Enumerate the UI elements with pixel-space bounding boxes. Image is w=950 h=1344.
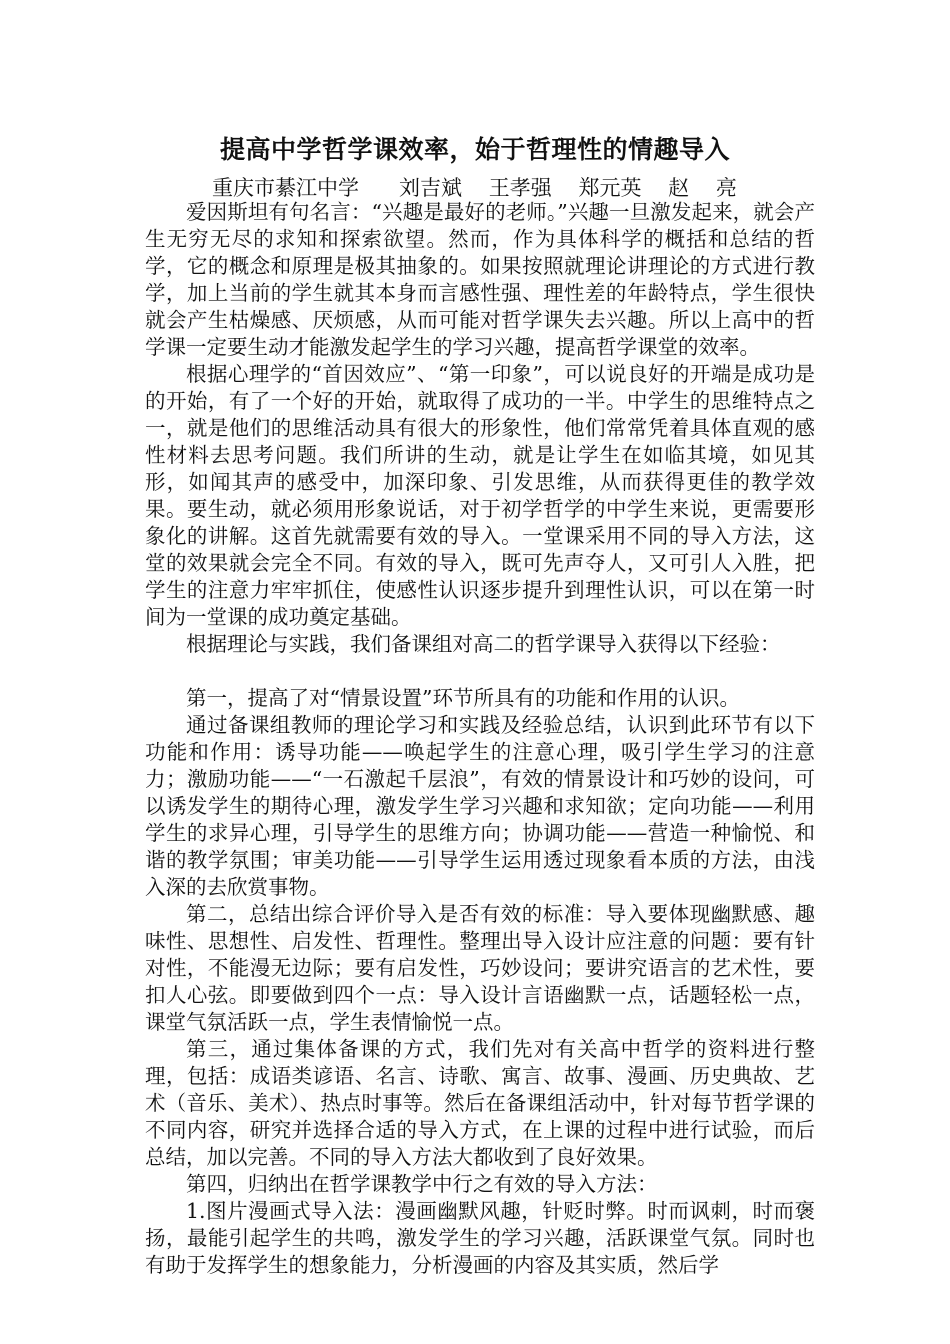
paragraph: 爱因斯坦有句名言：“兴趣是最好的老师。”兴趣一旦激发起来，就会产生无穷无尽的求知和探索欲望。然而，作为具体科学的概括和总结的哲学，它的概念和原理是极其抽象的。如果按照就理论讲理论的方式进行教学，加上当前的学生就其本身而言感性强、理性差的年龄特点，学生很快就会产生枯燥感、厌烦感，从而可能对哲学课失去兴趣。所以上高中的哲学课一定要生动才能激发起学生的学习兴趣，提高哲学课堂的效率。: [145, 200, 815, 359]
paragraph: 第一，提高了对“情景设置”环节所具有的功能和作用的认识。: [186, 686, 740, 710]
paragraph: 根据理论与实践，我们备课组对高二的哲学课导入获得以下经验：: [186, 632, 781, 656]
author-byline: 重庆市綦江中学 刘吉斌 王孝强 郑元英 赵 亮: [212, 176, 737, 200]
paragraph: 第三，通过集体备课的方式，我们先对有关高中哲学的资料进行整理，包括：成语类谚语、名言、诗歌、寓言、故事、漫画、历史典故、艺术（音乐、美术）、热点时事等。然后在备课组活动中，针对每节哲学课的不同内容，研究并选择合适的导入方式，在上课的过程中进行试验，而后总结，加以完善。不同的导入方法大都收到了良好效果。: [145, 1037, 815, 1169]
paragraph: 1.图片漫画式导入法：漫画幽默风趣，针贬时弊。时而讽刺，时而褒扬，最能引起学生的共鸣，激发学生的学习兴趣，活跃课堂气氛。同时也有助于发挥学生的想象能力，分析漫画的内容及其实质，然后学: [145, 1199, 815, 1277]
document-title: 提高中学哲学课效率，始于哲理性的情趣导入: [219, 135, 730, 164]
paragraph: 通过备课组教师的理论学习和实践及经验总结，认识到此环节有以下功能和作用：诱导功能——唤起学生的注意心理，吸引学生学习的注意力；激励功能——“一石激起千层浪”，有效的情景设计和巧妙的设问，可以诱发学生的期待心理，激发学生学习兴趣和求知欲；定向功能——利用学生的求异心理，引导学生的思维方向；协调功能——营造一种愉悦、和谐的教学氛围；审美功能——引导学生运用透过现象看本质的方法，由浅入深的去欣赏事物。: [145, 713, 815, 899]
paragraph: 第四，归纳出在哲学课教学中行之有效的导入方法：: [186, 1172, 658, 1196]
paragraph-spacer: [145, 658, 815, 685]
paragraph: 根据心理学的“首因效应”、“第一印象”，可以说良好的开端是成功是的开始，有了一个好的开始，就取得了成功的一半。中学生的思维特点之一，就是他们的思维活动具有很大的形象性，他们常常凭着具体直观的感性材料去思考问题。我们所讲的生动，就是让学生在如临其境，如见其形，如闻其声的感受中，加深印象、引发思维，从而获得更佳的教学效果。要生动，就必须用形象说话，对于初学哲学的中学生来说，更需要形象化的讲解。这首先就需要有效的导入。一堂课采用不同的导入方法，这堂的效果就会完全不同。有效的导入，既可先声夺人，又可引人入胜，把学生的注意力牢牢抓住，使感性认识逐步提升到理性认识，可以在第一时间为一堂课的成功奠定基础。: [145, 362, 815, 629]
document-body: [145, 199, 815, 1279]
paragraph: 第二，总结出综合评价导入是否有效的标准：导入要体现幽默感、趣味性、思想性、启发性、哲理性。整理出导入设计应注意的问题：要有针对性，不能漫无边际；要有启发性，巧妙设问；要讲究语言的艺术性，要扣人心弦。即要做到四个一点：导入设计言语幽默一点，话题轻松一点，课堂气氛活跃一点，学生表情愉悦一点。: [145, 902, 815, 1034]
